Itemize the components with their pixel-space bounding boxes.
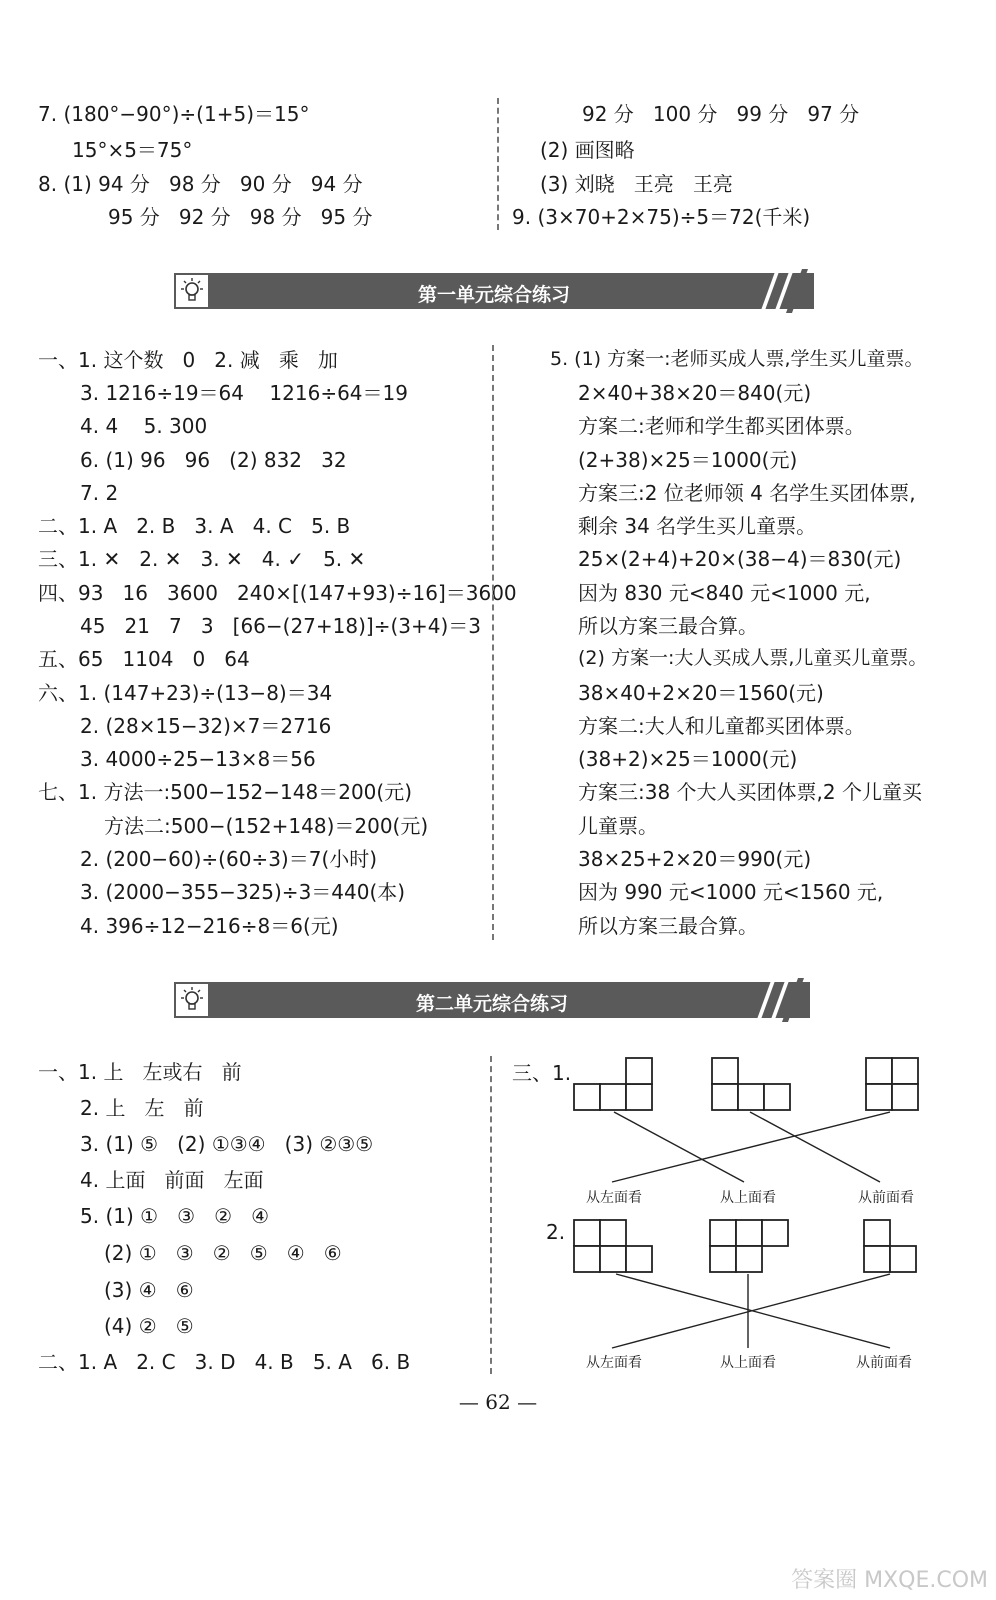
u1-right-line: 38×25+2×20＝990(元)	[578, 847, 812, 871]
section-banner-unit1	[174, 273, 814, 309]
grid-square	[600, 1220, 626, 1246]
u2-left-line: 2. 上 左 前	[80, 1096, 204, 1120]
grid-square	[864, 1246, 890, 1272]
grid-square	[712, 1084, 738, 1110]
u2-left-line: (4) ② ⑤	[104, 1314, 194, 1338]
grid-square	[626, 1084, 652, 1110]
grid-square	[574, 1084, 600, 1110]
u1-left-line: 4. 396÷12−216÷8＝6(元)	[80, 914, 339, 938]
grid-square	[736, 1246, 762, 1272]
caption-top-view: 从上面看	[720, 1190, 776, 1206]
page-number: — 62 —	[458, 1390, 538, 1414]
u1-left-line: 三、1. ✕ 2. ✕ 3. ✕ 4. ✓ 5. ✕	[38, 547, 366, 571]
u2-left-line: 二、1. A 2. C 3. D 4. B 5. A 6. B	[38, 1350, 411, 1374]
u1-right-line: (2) 方案一:大人买成人票,儿童买儿童票。	[578, 647, 928, 669]
u1-right-line: 方案二:老师和学生都买团体票。	[578, 414, 865, 438]
top-left-line-2: 15°×5＝75°	[72, 138, 193, 162]
u2-left-line: 4. 上面 前面 左面	[80, 1168, 264, 1192]
grid-square	[866, 1084, 892, 1110]
u1-right-line: 25×(2+4)+20×(38−4)＝830(元)	[578, 547, 902, 571]
grid-square	[890, 1246, 916, 1272]
u1-left-line: 2. (28×15−32)×7＝2716	[80, 714, 332, 738]
connector-line	[612, 1112, 890, 1182]
u1-right-line: 因为 990 元<1000 元<1560 元,	[578, 880, 884, 904]
u2-left-line: 一、1. 上 左或右 前	[38, 1060, 242, 1084]
u1-right-line: 5. (1) 方案一:老师买成人票,学生买儿童票。	[550, 348, 924, 370]
grid-square	[626, 1246, 652, 1272]
u1-right-line: 方案三:38 个大人买团体票,2 个儿童买	[578, 780, 922, 804]
grid-square	[738, 1084, 764, 1110]
view-diagram	[560, 1050, 940, 1380]
u2-left-line: 3. (1) ⑤ (2) ①③④ (3) ②③⑤	[80, 1132, 374, 1156]
u1-right-line: (38+2)×25＝1000(元)	[578, 747, 798, 771]
q3-2-label: 2.	[546, 1220, 566, 1244]
top-left-line-1: 7. (180°−90°)÷(1+5)＝15°	[38, 102, 310, 126]
column-divider	[490, 1056, 492, 1374]
u1-right-line: 儿童票。	[578, 814, 658, 838]
u1-left-line: 4. 4 5. 300	[80, 414, 208, 438]
top-right-line-1: 92 分 100 分 99 分 97 分	[582, 102, 860, 126]
u1-left-line: 一、1. 这个数 0 2. 减 乘 加	[38, 348, 338, 372]
grid-square	[710, 1220, 736, 1246]
top-left-line-3: 8. (1) 94 分 98 分 90 分 94 分	[38, 172, 363, 196]
u2-left-line: (3) ④ ⑥	[104, 1278, 194, 1302]
caption-left-view: 从左面看	[586, 1190, 642, 1206]
grid-square	[600, 1084, 626, 1110]
u1-right-line: 所以方案三最合算。	[578, 614, 758, 638]
grid-square	[892, 1084, 918, 1110]
grid-square	[626, 1058, 652, 1084]
u1-left-line: 3. 4000÷25−13×8＝56	[80, 747, 316, 771]
u1-right-line: 方案二:大人和儿童都买团体票。	[578, 714, 865, 738]
column-divider	[497, 98, 499, 230]
u1-right-line: 方案三:2 位老师领 4 名学生买团体票,	[578, 481, 916, 505]
u1-left-line: 六、1. (147+23)÷(13−8)＝34	[38, 681, 333, 705]
u1-left-line: 3. 1216÷19＝64 1216÷64＝19	[80, 381, 408, 405]
caption-front-view: 从前面看	[858, 1190, 914, 1206]
q3-1-label: 三、1.	[512, 1061, 572, 1085]
u1-left-line: 3. (2000−355−325)÷3＝440(本)	[80, 880, 406, 904]
u1-right-line: 38×40+2×20＝1560(元)	[578, 681, 824, 705]
u1-left-line: 五、65 1104 0 64	[38, 647, 250, 671]
caption-front-view: 从前面看	[856, 1355, 912, 1371]
grid-square	[764, 1084, 790, 1110]
caption-top-view: 从上面看	[720, 1355, 776, 1371]
top-right-line-4: 9. (3×70+2×75)÷5＝72(千米)	[512, 205, 811, 229]
u1-right-line: 2×40+38×20＝840(元)	[578, 381, 812, 405]
u1-left-line: 二、1. A 2. B 3. A 4. C 5. B	[38, 514, 351, 538]
grid-square	[864, 1220, 890, 1246]
u2-left-line: (2) ① ③ ② ⑤ ④ ⑥	[104, 1241, 342, 1265]
caption-left-view: 从左面看	[586, 1355, 642, 1371]
u1-left-line: 四、93 16 3600 240×[(147+93)÷16]＝3600	[38, 581, 517, 605]
top-left-line-4: 95 分 92 分 98 分 95 分	[108, 205, 373, 229]
section-title: 第一单元综合练习	[417, 284, 570, 306]
column-divider	[492, 345, 494, 940]
grid-square	[736, 1220, 762, 1246]
u1-left-line: 7. 2	[80, 481, 119, 505]
grid-square	[712, 1058, 738, 1084]
top-right-line-3: (3) 刘晓 王亮 王亮	[540, 172, 733, 196]
u1-right-line: 所以方案三最合算。	[578, 914, 758, 938]
top-right-line-2: (2) 画图略	[540, 138, 635, 162]
u1-right-line: (2+38)×25＝1000(元)	[578, 448, 798, 472]
u1-right-line: 因为 830 元<840 元<1000 元,	[578, 581, 871, 605]
u1-left-line: 2. (200−60)÷(60÷3)＝7(小时)	[80, 847, 378, 871]
grid-square	[762, 1220, 788, 1246]
u1-left-line: 45 21 7 3 [66−(27+18)]÷(3+4)＝3	[80, 614, 482, 638]
grid-square	[600, 1246, 626, 1272]
connector-line	[614, 1112, 744, 1182]
u1-left-line: 方法二:500−(152+148)＝200(元)	[104, 814, 429, 838]
u1-left-line: 6. (1) 96 96 (2) 832 32	[80, 448, 347, 472]
u1-right-line: 剩余 34 名学生买儿童票。	[578, 514, 817, 538]
section-title: 第二单元综合练习	[415, 993, 568, 1015]
grid-square	[866, 1058, 892, 1084]
grid-square	[574, 1246, 600, 1272]
u1-left-line: 七、1. 方法一:500−152−148＝200(元)	[38, 780, 412, 804]
grid-square	[892, 1058, 918, 1084]
connector-line	[750, 1112, 880, 1182]
grid-square	[574, 1220, 600, 1246]
grid-square	[710, 1246, 736, 1272]
u2-left-line: 5. (1) ① ③ ② ④	[80, 1204, 270, 1228]
watermark: 答案圈 MXQE.COM	[791, 1568, 988, 1593]
section-banner-unit2	[174, 982, 810, 1018]
